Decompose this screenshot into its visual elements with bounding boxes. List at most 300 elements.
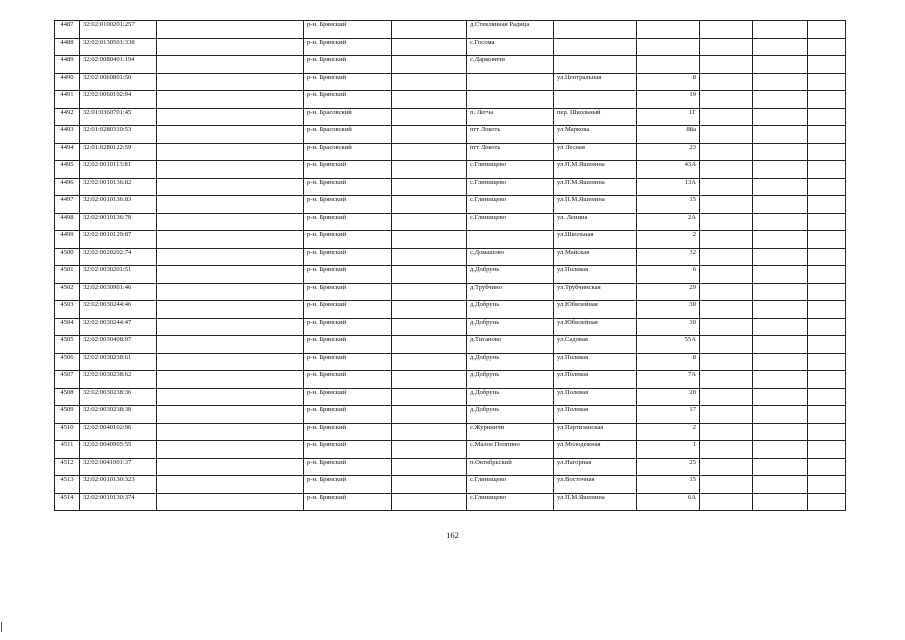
locality-cell: д.Добрунь [467, 318, 554, 336]
blank-column-cell [700, 353, 753, 371]
street-cell: ул Лесная [554, 143, 637, 161]
blank-column-cell [808, 56, 846, 74]
cadastral-number-cell: 32:02:0030201:51 [80, 266, 157, 284]
blank-column-cell [753, 196, 808, 214]
cadastral-number-cell: 32:01:0360701:45 [80, 108, 157, 126]
blank-column-cell [700, 56, 753, 74]
row-number-cell: 4493 [55, 126, 80, 144]
blank-column-cell [157, 56, 304, 74]
blank-column-cell [157, 353, 304, 371]
blank-column-cell [753, 213, 808, 231]
blank-column-cell [392, 161, 467, 179]
blank-column-cell [700, 213, 753, 231]
blank-column-cell [808, 476, 846, 494]
blank-column-cell [157, 476, 304, 494]
district-cell: р-н. Брянский [304, 423, 392, 441]
blank-column-cell [753, 406, 808, 424]
blank-column-cell [700, 161, 753, 179]
street-cell: ул.П.М.Яшенина [554, 493, 637, 511]
blank-column-cell [700, 301, 753, 319]
locality-cell: с.Глинищево [467, 161, 554, 179]
blank-column-cell [392, 493, 467, 511]
street-cell: ул.П.М.Яшенина [554, 196, 637, 214]
blank-column-cell [808, 441, 846, 459]
house-number-cell [637, 21, 700, 39]
cadastral-number-cell: 32:02:0130501:338 [80, 38, 157, 56]
blank-column-cell [700, 108, 753, 126]
row-number-cell: 4510 [55, 423, 80, 441]
street-cell: ул.Трубчинская [554, 283, 637, 301]
district-cell: р-н. Брасовский [304, 143, 392, 161]
blank-column-cell [157, 38, 304, 56]
row-number-cell: 4492 [55, 108, 80, 126]
district-cell: р-н. Брянский [304, 476, 392, 494]
blank-column-cell [700, 406, 753, 424]
blank-column-cell [157, 161, 304, 179]
blank-column-cell [753, 423, 808, 441]
blank-column-cell [157, 196, 304, 214]
house-number-cell: 17 [637, 406, 700, 424]
locality-cell: с.Глинищево [467, 196, 554, 214]
street-cell: ул.Восточная [554, 476, 637, 494]
blank-column-cell [157, 231, 304, 249]
row-number-cell: 4513 [55, 476, 80, 494]
blank-column-cell [700, 476, 753, 494]
blank-column-cell [392, 318, 467, 336]
cadastral-number-cell: 32:02:0030238:62 [80, 371, 157, 389]
blank-column-cell [753, 371, 808, 389]
street-cell: ул.Молодежная [554, 441, 637, 459]
blank-column-cell [157, 458, 304, 476]
blank-column-cell [753, 248, 808, 266]
street-cell: ул.Центральная [554, 73, 637, 91]
street-cell [554, 91, 637, 109]
blank-column-cell [157, 21, 304, 39]
district-cell: р-н. Брянский [304, 266, 392, 284]
district-cell: р-н. Брянский [304, 336, 392, 354]
locality-cell: с.Дарковичи [467, 56, 554, 74]
blank-column-cell [157, 213, 304, 231]
blank-column-cell [808, 406, 846, 424]
house-number-cell: 55А [637, 336, 700, 354]
row-number-cell: 4489 [55, 56, 80, 74]
cadastral-number-cell: 32:02:0040905:55 [80, 441, 157, 459]
page-number: 162 [446, 530, 459, 540]
blank-column-cell [808, 248, 846, 266]
house-number-cell: 15 [637, 196, 700, 214]
blank-column-cell [157, 91, 304, 109]
locality-cell: с.Глинищево [467, 178, 554, 196]
house-number-cell: 15 [637, 476, 700, 494]
row-number-cell: 4495 [55, 161, 80, 179]
cadastral-number-cell: 32:02:0030244:46 [80, 301, 157, 319]
blank-column-cell [753, 458, 808, 476]
blank-column-cell [808, 371, 846, 389]
row-number-cell: 4498 [55, 213, 80, 231]
house-number-cell: 8 [637, 353, 700, 371]
locality-cell: с.Журиничи [467, 423, 554, 441]
table-row [55, 231, 846, 249]
blank-column-cell [808, 21, 846, 39]
street-cell: ул.П.М.Яшенина [554, 161, 637, 179]
blank-column-cell [808, 91, 846, 109]
district-cell: р-н. Брянский [304, 56, 392, 74]
blank-column-cell [392, 56, 467, 74]
row-number-cell: 4514 [55, 493, 80, 511]
house-number-cell: 2 [637, 423, 700, 441]
blank-column-cell [392, 301, 467, 319]
locality-cell: п. Легча [467, 108, 554, 126]
blank-column-cell [700, 458, 753, 476]
table-row [55, 126, 846, 144]
house-number-cell: 43А [637, 161, 700, 179]
blank-column-cell [753, 388, 808, 406]
district-cell: р-н. Брянский [304, 283, 392, 301]
blank-column-cell [392, 423, 467, 441]
locality-cell: с.Глинищево [467, 493, 554, 511]
blank-column-cell [157, 143, 304, 161]
house-number-cell: 30 [637, 301, 700, 319]
street-cell [554, 38, 637, 56]
street-cell: ул.Полевая [554, 406, 637, 424]
blank-column-cell [808, 318, 846, 336]
cadastral-number-cell: 32:01:0280310:53 [80, 126, 157, 144]
table-row [55, 248, 846, 266]
cadastral-number-cell: 32:02:0060801:50 [80, 73, 157, 91]
row-number-cell: 4507 [55, 371, 80, 389]
cadastral-number-cell: 32:02:0030408:97 [80, 336, 157, 354]
district-cell: р-н. Брянский [304, 161, 392, 179]
row-number-cell: 4503 [55, 301, 80, 319]
blank-column-cell [808, 231, 846, 249]
blank-column-cell [808, 423, 846, 441]
locality-cell [467, 91, 554, 109]
blank-column-cell [700, 441, 753, 459]
street-cell: пер. Школьный [554, 108, 637, 126]
district-cell: р-н. Брянский [304, 231, 392, 249]
table-row [55, 318, 846, 336]
table-row [55, 266, 846, 284]
cadastral-number-cell: 32:02:0010136:82 [80, 178, 157, 196]
street-cell: ул.Нагорная [554, 458, 637, 476]
house-number-cell: 19 [637, 91, 700, 109]
table-row [55, 406, 846, 424]
table-row [55, 388, 846, 406]
blank-column-cell [753, 318, 808, 336]
blank-column-cell [808, 213, 846, 231]
blank-column-cell [753, 178, 808, 196]
row-number-cell: 4511 [55, 441, 80, 459]
cadastral-number-cell: 32:02:0080401:194 [80, 56, 157, 74]
cadastral-number-cell: 32:02:0020202:74 [80, 248, 157, 266]
house-number-cell: 25 [637, 458, 700, 476]
district-cell: р-н. Брасовский [304, 126, 392, 144]
blank-column-cell [157, 441, 304, 459]
blank-column-cell [700, 21, 753, 39]
blank-column-cell [700, 196, 753, 214]
blank-column-cell [157, 388, 304, 406]
blank-column-cell [753, 336, 808, 354]
row-number-cell: 4501 [55, 266, 80, 284]
row-number-cell: 4487 [55, 21, 80, 39]
street-cell: ул.Садовая [554, 336, 637, 354]
blank-column-cell [392, 21, 467, 39]
blank-column-cell [392, 266, 467, 284]
district-cell: р-н. Брянский [304, 493, 392, 511]
blank-column-cell [700, 178, 753, 196]
table-row [55, 476, 846, 494]
blank-column-cell [392, 196, 467, 214]
cadastral-number-cell: 32:02:0040102:96 [80, 423, 157, 441]
blank-column-cell [392, 283, 467, 301]
cadastral-number-cell: 32:02:0010136:83 [80, 196, 157, 214]
row-number-cell: 4502 [55, 283, 80, 301]
blank-column-cell [157, 108, 304, 126]
locality-cell: пгт Локоть [467, 126, 554, 144]
blank-column-cell [392, 336, 467, 354]
locality-cell: д.Добрунь [467, 266, 554, 284]
blank-column-cell [392, 353, 467, 371]
street-cell: ул. Ленина [554, 213, 637, 231]
house-number-cell: 6А [637, 493, 700, 511]
locality-cell [467, 231, 554, 249]
district-cell: р-н. Брянский [304, 441, 392, 459]
table-row [55, 353, 846, 371]
locality-cell: д.Тиганово [467, 336, 554, 354]
blank-column-cell [157, 266, 304, 284]
blank-column-cell [808, 388, 846, 406]
blank-column-cell [157, 336, 304, 354]
blank-column-cell [700, 493, 753, 511]
row-number-cell: 4496 [55, 178, 80, 196]
blank-column-cell [700, 231, 753, 249]
locality-cell: с.Глинищево [467, 476, 554, 494]
cadastral-number-cell: 32:02:0010113:81 [80, 161, 157, 179]
blank-column-cell [808, 108, 846, 126]
cadastral-number-cell: 32:02:0010129:87 [80, 231, 157, 249]
table-row [55, 423, 846, 441]
cadastral-number-cell: 32:02:0010130:374 [80, 493, 157, 511]
blank-column-cell [392, 108, 467, 126]
blank-column-cell [753, 143, 808, 161]
blank-column-cell [753, 73, 808, 91]
table-row [55, 143, 846, 161]
blank-column-cell [753, 441, 808, 459]
blank-column-cell [392, 178, 467, 196]
blank-column-cell [753, 38, 808, 56]
cadastral-number-cell: 32:01:0280122:59 [80, 143, 157, 161]
blank-column-cell [808, 196, 846, 214]
table-row [55, 336, 846, 354]
street-cell: ул Маркова [554, 126, 637, 144]
blank-column-cell [753, 266, 808, 284]
row-number-cell: 4490 [55, 73, 80, 91]
street-cell: ул.Полевая [554, 353, 637, 371]
blank-column-cell [700, 318, 753, 336]
blank-column-cell [808, 143, 846, 161]
row-number-cell: 4508 [55, 388, 80, 406]
row-number-cell: 4494 [55, 143, 80, 161]
blank-column-cell [392, 91, 467, 109]
blank-column-cell [700, 248, 753, 266]
table-row [55, 108, 846, 126]
cadastral-number-cell: 32:02:0010130:323 [80, 476, 157, 494]
blank-column-cell [700, 371, 753, 389]
table-row [55, 301, 846, 319]
table-row [55, 73, 846, 91]
street-cell: ул.П.М.Яшенина [554, 178, 637, 196]
street-cell: ул.Школьная [554, 231, 637, 249]
table-row [55, 91, 846, 109]
blank-column-cell [700, 423, 753, 441]
house-number-cell: 20 [637, 388, 700, 406]
table-row [55, 178, 846, 196]
table-row [55, 21, 846, 39]
blank-column-cell [808, 353, 846, 371]
blank-column-cell [753, 126, 808, 144]
house-number-cell: 1Г [637, 108, 700, 126]
locality-cell: д.Добрунь [467, 388, 554, 406]
cadastral-number-cell: 32:02:0060102:94 [80, 91, 157, 109]
row-number-cell: 4499 [55, 231, 80, 249]
table-row [55, 371, 846, 389]
cadastral-number-cell: 32:02:0030238:61 [80, 353, 157, 371]
table-row [55, 38, 846, 56]
blank-column-cell [157, 371, 304, 389]
street-cell: ул.Партизанская [554, 423, 637, 441]
house-number-cell: 13А [637, 178, 700, 196]
district-cell: р-н. Брянский [304, 178, 392, 196]
table-body [55, 21, 846, 511]
table-row [55, 56, 846, 74]
blank-column-cell [392, 213, 467, 231]
blank-column-cell [157, 126, 304, 144]
locality-cell: д.Стеклянная Радица [467, 21, 554, 39]
district-cell: р-н. Брянский [304, 301, 392, 319]
cadastral-number-cell: 32:02:0010136:78 [80, 213, 157, 231]
blank-column-cell [753, 493, 808, 511]
blank-column-cell [808, 178, 846, 196]
district-cell: р-н. Брасовский [304, 108, 392, 126]
district-cell: р-н. Брянский [304, 318, 392, 336]
table-row [55, 458, 846, 476]
district-cell: р-н. Брянский [304, 353, 392, 371]
blank-column-cell [808, 161, 846, 179]
blank-column-cell [700, 143, 753, 161]
table-row [55, 213, 846, 231]
scan-edge-mark [1, 622, 2, 632]
locality-cell: с.Госома [467, 38, 554, 56]
registry-table [54, 20, 846, 511]
cadastral-number-cell: 32:02:0041001:37 [80, 458, 157, 476]
blank-column-cell [157, 423, 304, 441]
locality-cell: с.Глинищево [467, 213, 554, 231]
blank-column-cell [808, 301, 846, 319]
blank-column-cell [808, 336, 846, 354]
table-row [55, 441, 846, 459]
blank-column-cell [700, 38, 753, 56]
district-cell: р-н. Брянский [304, 73, 392, 91]
cadastral-number-cell: 32:02:0100201:257 [80, 21, 157, 39]
blank-column-cell [157, 493, 304, 511]
row-number-cell: 4497 [55, 196, 80, 214]
table-row [55, 493, 846, 511]
blank-column-cell [808, 458, 846, 476]
locality-cell: д.Добрунь [467, 371, 554, 389]
blank-column-cell [753, 161, 808, 179]
blank-column-cell [808, 283, 846, 301]
blank-column-cell [700, 388, 753, 406]
district-cell: р-н. Брянский [304, 371, 392, 389]
street-cell [554, 21, 637, 39]
street-cell: ул.Юбилейная [554, 301, 637, 319]
locality-cell: пгт Локоть [467, 143, 554, 161]
district-cell: р-н. Брянский [304, 388, 392, 406]
blank-column-cell [392, 441, 467, 459]
blank-column-cell [753, 21, 808, 39]
district-cell: р-н. Брянский [304, 38, 392, 56]
house-number-cell [637, 38, 700, 56]
district-cell: р-н. Брянский [304, 406, 392, 424]
blank-column-cell [157, 301, 304, 319]
blank-column-cell [157, 178, 304, 196]
house-number-cell: 88а [637, 126, 700, 144]
blank-column-cell [808, 126, 846, 144]
blank-column-cell [753, 56, 808, 74]
district-cell: р-н. Брянский [304, 458, 392, 476]
street-cell: ул.Полевая [554, 371, 637, 389]
table-row [55, 161, 846, 179]
house-number-cell: 32 [637, 248, 700, 266]
street-cell [554, 56, 637, 74]
blank-column-cell [392, 388, 467, 406]
blank-column-cell [753, 301, 808, 319]
blank-column-cell [392, 406, 467, 424]
blank-column-cell [392, 73, 467, 91]
street-cell: ул.Майская [554, 248, 637, 266]
blank-column-cell [700, 73, 753, 91]
district-cell: р-н. Брянский [304, 91, 392, 109]
blank-column-cell [808, 73, 846, 91]
blank-column-cell [157, 73, 304, 91]
house-number-cell: 8 [637, 73, 700, 91]
blank-column-cell [753, 231, 808, 249]
blank-column-cell [392, 371, 467, 389]
locality-cell: д.Трубчино [467, 283, 554, 301]
row-number-cell: 4506 [55, 353, 80, 371]
blank-column-cell [392, 126, 467, 144]
house-number-cell [637, 56, 700, 74]
blank-column-cell [157, 283, 304, 301]
blank-column-cell [157, 248, 304, 266]
row-number-cell: 4509 [55, 406, 80, 424]
district-cell: р-н. Брянский [304, 248, 392, 266]
blank-column-cell [392, 476, 467, 494]
locality-cell: с.Домашово [467, 248, 554, 266]
blank-column-cell [700, 266, 753, 284]
house-number-cell: 29 [637, 283, 700, 301]
blank-column-cell [808, 266, 846, 284]
house-number-cell: 2А [637, 213, 700, 231]
locality-cell: д.Добрунь [467, 353, 554, 371]
house-number-cell: 1 [637, 441, 700, 459]
blank-column-cell [753, 353, 808, 371]
blank-column-cell [392, 458, 467, 476]
row-number-cell: 4505 [55, 336, 80, 354]
locality-cell: п.Октябрьский [467, 458, 554, 476]
cadastral-number-cell: 32:02:0030238:36 [80, 388, 157, 406]
blank-column-cell [808, 38, 846, 56]
